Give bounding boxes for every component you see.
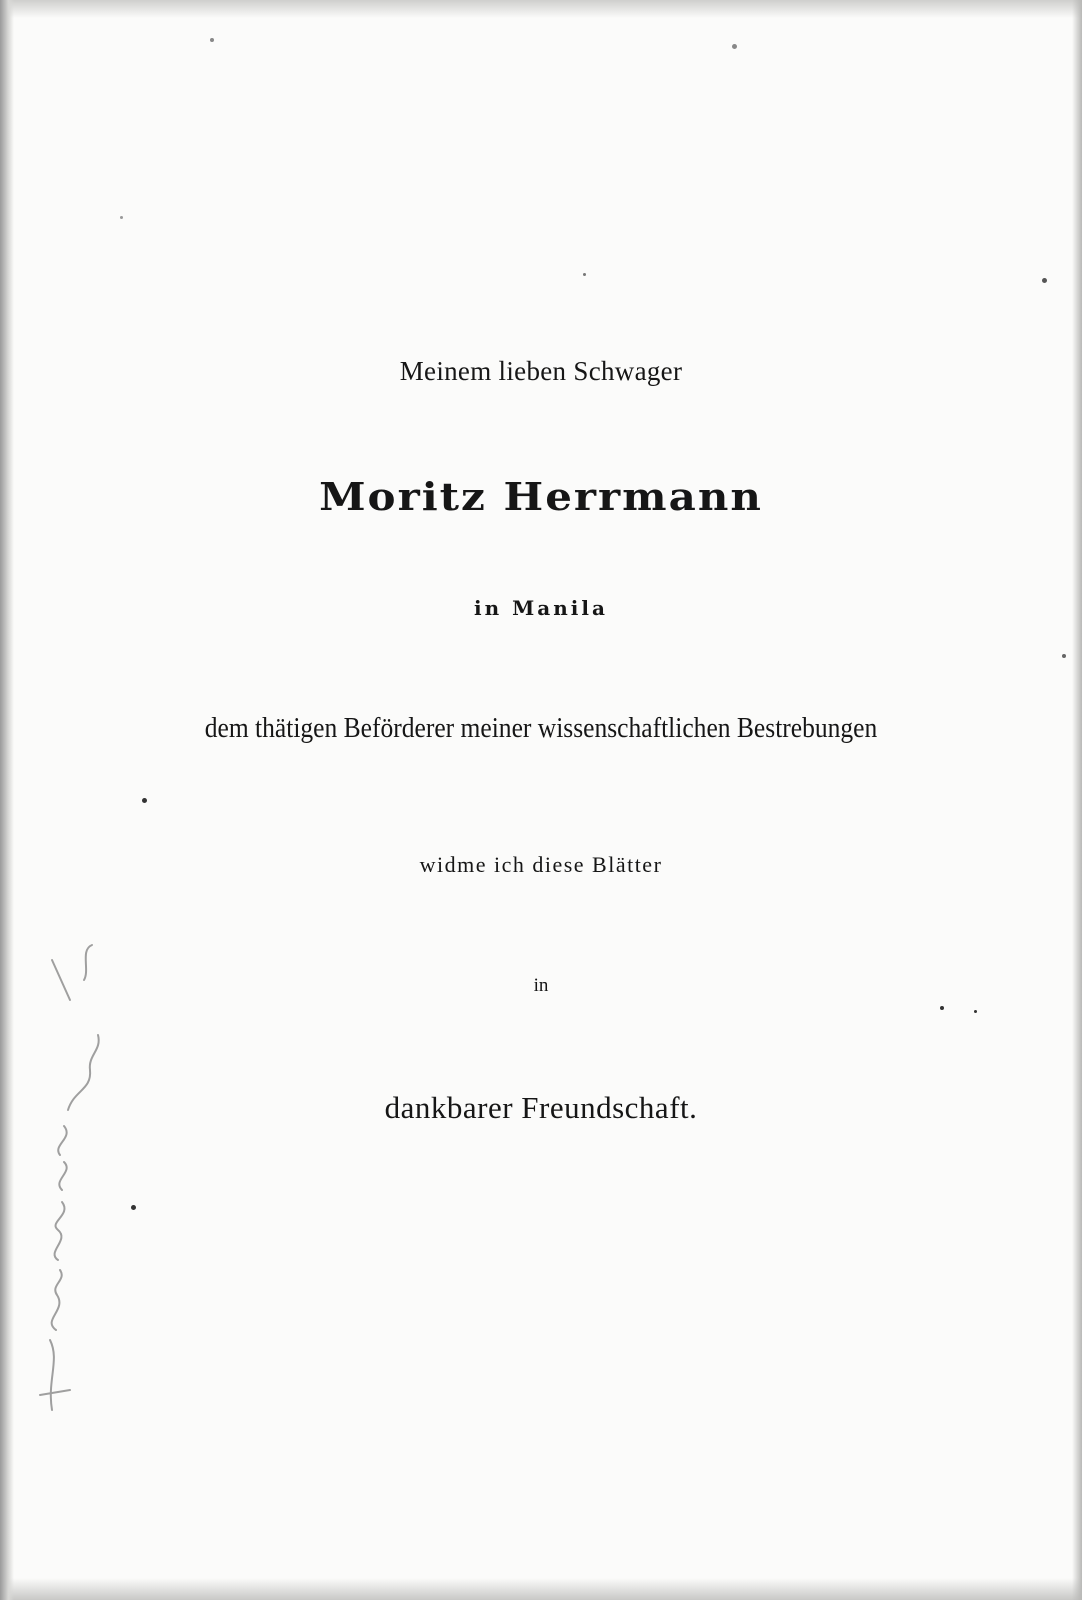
scan-edge-top	[0, 0, 1082, 18]
ink-speck	[583, 273, 586, 276]
ink-speck	[210, 38, 214, 42]
ink-speck	[142, 798, 147, 803]
ink-speck	[1042, 278, 1047, 283]
dedication-opening: Meinem lieben Schwager	[399, 356, 683, 386]
dedication-description: dem thätigen Beförderer meiner wissenschaftlichen Bestrebungen	[204, 712, 878, 744]
ink-speck	[940, 1006, 944, 1010]
ink-speck	[974, 1010, 977, 1013]
handwritten-pencil-annotation	[12, 940, 112, 1420]
dedication-closing: dankbarer Freundschaft.	[384, 1090, 698, 1125]
ink-speck	[732, 44, 737, 49]
dedication-statement: widme ich diese Blätter	[419, 852, 663, 877]
dedicatee-location: in Manila	[474, 596, 608, 620]
dedication-connector: in	[533, 975, 549, 996]
scan-edge-right	[1072, 0, 1082, 1600]
ink-speck	[120, 216, 123, 219]
scan-edge-bottom	[0, 1578, 1082, 1600]
ink-speck	[131, 1205, 136, 1210]
dedicatee-name: Moritz Herrmann	[319, 473, 763, 520]
ink-speck	[1062, 654, 1066, 658]
